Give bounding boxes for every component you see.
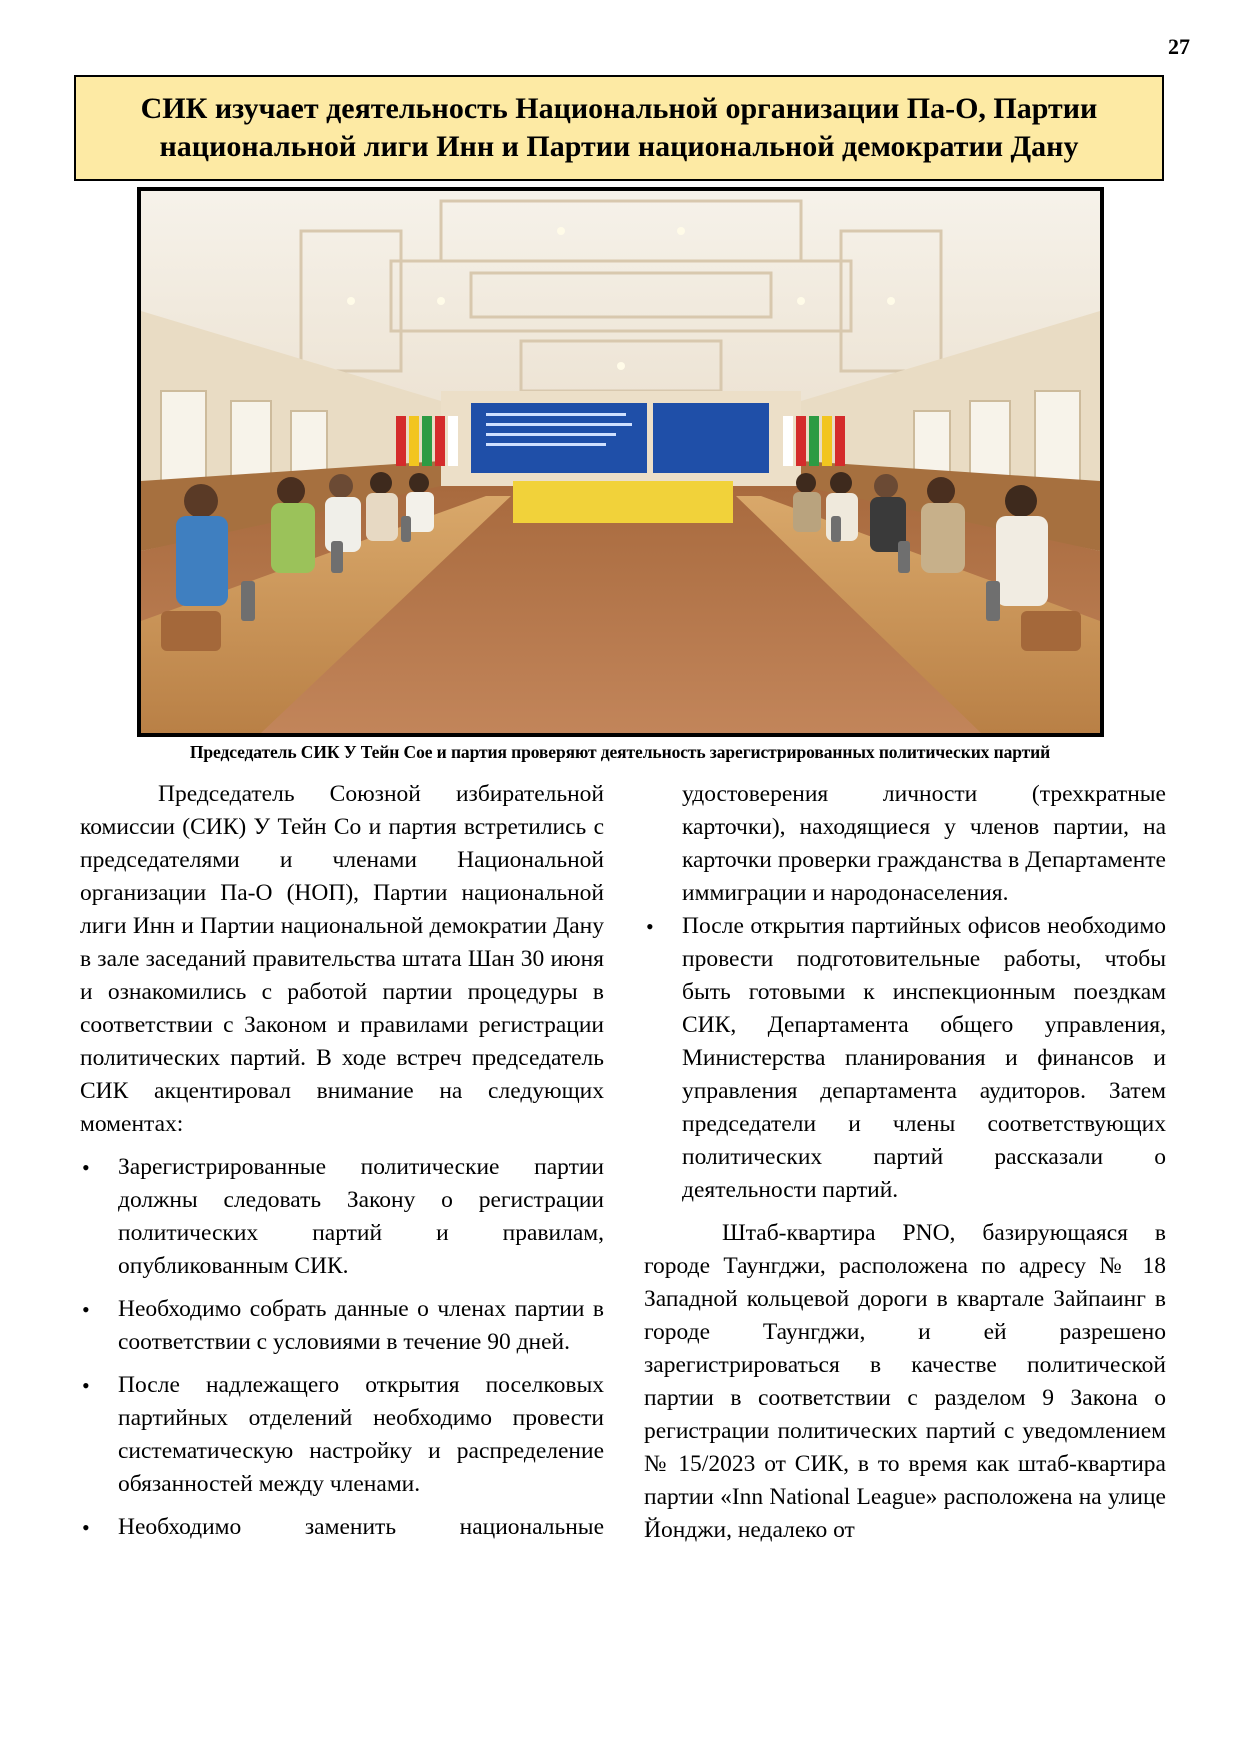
page-number: 27 bbox=[1168, 34, 1190, 59]
list-item: • После открытия партийных офисов необходимо провести подготовительные работы, чтобы быть готовыми к инспекционным поездкам СИК, Департамента общего управления, Министерства планирования и финансов и управления департамента аудиторов. Затем председатели и члены соответствующих политических партий рассказали о деятельности партий. bbox=[644, 910, 1166, 1207]
photo-caption: Председатель СИК У Тейн Сое и партия проверяют деятельность зарегистрированных политических партий bbox=[189, 742, 1051, 762]
list-item: • Зарегистрированные политические партии должны следовать Закону о регистрации политических партий и правилам, опубликованным СИК. bbox=[80, 1151, 604, 1283]
flags-left bbox=[396, 416, 458, 466]
bullet-dot-icon: • bbox=[646, 914, 654, 939]
bullet-dot-icon: • bbox=[82, 1373, 90, 1398]
intro-paragraph: Председатель Союзной избирательной комиссии (СИК) У Тейн Со и партия встретились с председателями и членами Национальной организации Па-О (НОП), Партии национальной лиги Инн и Партии национальной демократии Дану в зале заседаний правительства штата Шан 30 июня и ознакомились с работой партии процедуры в соответствии с Законом и правилами регистрации политических партий. В ходе встреч председатель СИК акцентировал внимание на следующих моментах: bbox=[80, 781, 604, 1137]
key-points-list bbox=[80, 1151, 604, 1544]
headquarters-paragraph: Штаб-квартира PNO, базирующаяся в городе Таунгджи, расположена по адресу № 18 Западной кольцевой дороги в квартале Зайпаинг в городе Таунгджи, и ей разрешено зарегистрироваться в качестве политической партии в соответствии с разделом 9 Закона о регистрации политических партий с уведомлением № 15/2023 от СИК, в то время как штаб-квартира партии «Inn National League» расположена на улице Йонджи, недалеко от bbox=[644, 1220, 1166, 1543]
bullet-dot-icon: • bbox=[82, 1515, 90, 1540]
meeting-hall-illustration bbox=[141, 191, 1100, 733]
presentation-screen-right bbox=[653, 403, 769, 473]
article-title-box bbox=[74, 75, 1164, 181]
left-column bbox=[80, 778, 604, 1554]
meeting-photo bbox=[137, 187, 1104, 737]
list-item: • Необходимо заменить национальные bbox=[80, 1511, 604, 1544]
list-item: • После надлежащего открытия поселковых партийных отделений необходимо провести систематическую настройку и распределение обязанностей между членами. bbox=[80, 1369, 604, 1501]
bullet-dot-icon: • bbox=[82, 1155, 90, 1180]
bullet-continuation: удостоверения личности (трехкратные карточки), находящиеся у членов партии, на карточки проверки гражданства в Департаменте иммиграции и народонаселения. bbox=[682, 781, 1166, 906]
head-table bbox=[513, 481, 733, 523]
key-points-list-continued bbox=[644, 910, 1166, 1207]
bullet-dot-icon: • bbox=[82, 1297, 90, 1322]
article-title-line-2: национальной лиги Инн и Партии национальной демократии Дану bbox=[159, 130, 1079, 163]
flags-right bbox=[783, 416, 845, 466]
right-column bbox=[644, 778, 1166, 1547]
list-item: • Необходимо собрать данные о членах партии в соответствии с условиями в течение 90 дней. bbox=[80, 1293, 604, 1359]
article-title-line-1: СИК изучает деятельность Национальной организации Па-О, Партии bbox=[140, 92, 1098, 125]
